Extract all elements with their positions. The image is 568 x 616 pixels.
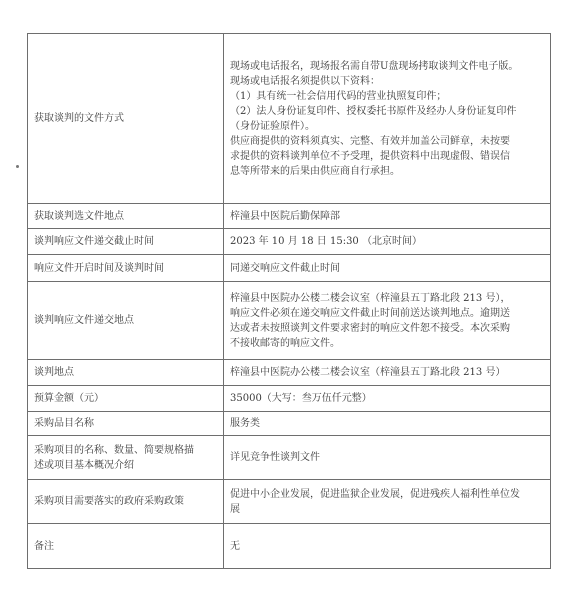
row-value: 详见竞争性谈判文件 <box>224 436 551 480</box>
row-value: 2023 年 10 月 18 日 15:30 （北京时间） <box>224 229 551 255</box>
table-row <box>28 436 551 480</box>
value-line: 求提供的资料谈判单位不予受理，提供资料中出现虚假、错误信 <box>230 150 510 162</box>
row-value: 梓潼县中医院后勤保障部 <box>224 204 551 229</box>
row-value: 无 <box>224 524 551 569</box>
value-line: （身份证验原件）。 <box>230 120 315 132</box>
row-label: 备注 <box>28 524 224 569</box>
label-line: 采购项目的名称、数量、简要规格描 <box>34 444 194 456</box>
row-label: 谈判响应文件递交截止时间 <box>28 229 224 255</box>
value-line: 息等所带来的后果由供应商自行承担。 <box>230 165 400 177</box>
value-line: 现场或电话报名，现场报名需自带U盘现场拷取谈判文件电子版。 <box>230 60 519 72</box>
table-row <box>28 204 551 229</box>
row-label: 采购品目名称 <box>28 412 224 436</box>
value-line: 响应文件必须在递交响应文件截止时间前送达谈判地点。逾期送 <box>230 307 510 319</box>
value-line: 达或者未按照谈判文件要求密封的响应文件恕不接受。本次采购 <box>230 322 510 334</box>
value-line: 现场或电话报名须提供以下资料： <box>230 75 380 87</box>
table-row <box>28 360 551 386</box>
value-line: （1）具有统一社会信用代码的营业执照复印件； <box>230 90 447 102</box>
value-line: 供应商提供的资料须真实、完整、有效并加盖公司鲜章，未按要 <box>230 135 510 147</box>
value-line: 展 <box>230 503 240 515</box>
procurement-info-table <box>27 33 551 569</box>
table-row <box>28 282 551 360</box>
table-row <box>28 229 551 255</box>
table-row <box>28 386 551 412</box>
value-line: （2）法人身份证复印件、授权委托书原件及经办人身份证复印件 <box>230 105 517 117</box>
row-label: 响应文件开启时间及谈判时间 <box>28 255 224 282</box>
table-row <box>28 34 551 204</box>
row-value <box>224 480 551 524</box>
row-label: 获取谈判的文件方式 <box>28 34 224 204</box>
row-label <box>28 436 224 480</box>
table-row <box>28 480 551 524</box>
row-label: 预算金额（元） <box>28 386 224 412</box>
row-label: 谈判地点 <box>28 360 224 386</box>
table-row <box>28 412 551 436</box>
row-value <box>224 34 551 204</box>
label-line: 述或项目基本概况介绍 <box>34 459 134 471</box>
value-line: 梓潼县中医院办公楼二楼会议室（梓潼县五丁路北段 213 号）， <box>230 292 511 304</box>
table-row <box>28 255 551 282</box>
row-label: 获取谈判选文件地点 <box>28 204 224 229</box>
value-line: 不接收邮寄的响应文件。 <box>230 337 340 349</box>
table-row <box>28 524 551 569</box>
value-line: 促进中小企业发展，促进监狱企业发展，促进残疾人福利性单位发 <box>230 488 520 500</box>
row-value: 梓潼县中医院办公楼二楼会议室（梓潼县五丁路北段 213 号） <box>224 360 551 386</box>
scan-speck <box>16 165 19 168</box>
row-value: 同递交响应文件截止时间 <box>224 255 551 282</box>
row-value: 服务类 <box>224 412 551 436</box>
row-label: 采购项目需要落实的政府采购政策 <box>28 480 224 524</box>
row-value <box>224 282 551 360</box>
row-label: 谈判响应文件递交地点 <box>28 282 224 360</box>
row-value: 35000（大写：叁万伍仟元整） <box>224 386 551 412</box>
